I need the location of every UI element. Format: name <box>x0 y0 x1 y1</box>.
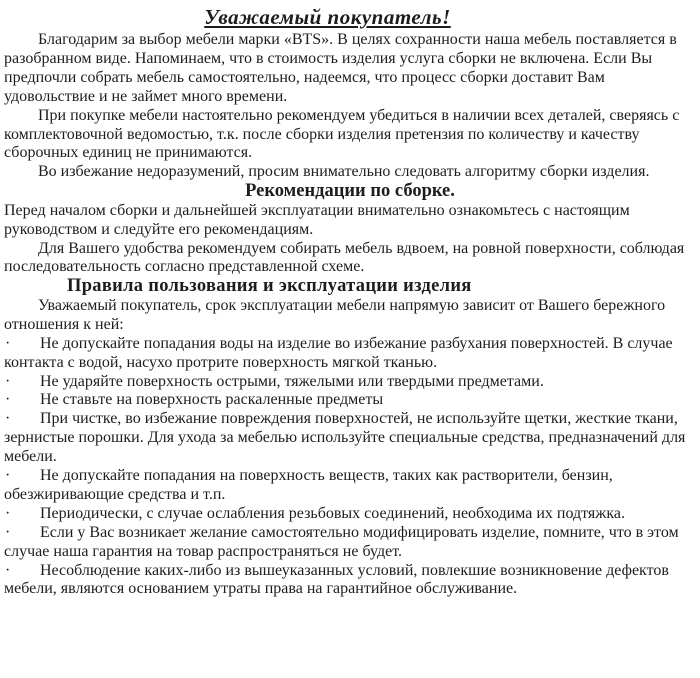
bullet-marker: · <box>5 391 11 409</box>
bullet-marker: · <box>5 504 11 522</box>
rule-item-7 <box>4 524 696 562</box>
bullet-marker: · <box>5 561 11 579</box>
rule-item-8 <box>4 562 696 600</box>
rule-text: Не ставьте на поверхность раскаленные предметы <box>40 391 384 409</box>
assembly-paragraph-1: Перед началом сборки и дальнейшей эксплуатации внимательно ознакомьтесь с настоящим руководством и следуйте его рекомендациям. <box>4 201 630 238</box>
rule-item-1 <box>4 335 696 373</box>
rule-text: Несоблюдение каких-либо из вышеуказанных условий, повлекшие возникновение дефектов мебели, являются основанием утраты права на гарантийное обслуживание. <box>4 561 669 598</box>
rule-text: Периодически, с случае ослабления резьбовых соединений, необходима их подтяжка. <box>40 504 625 522</box>
rule-text: Не допускайте попадания воды на изделие во избежание разбухания поверхностей. В случае контакта с водой, насухо протрите поверхность мягкой тканью. <box>4 334 673 371</box>
rule-item-2 <box>4 373 696 392</box>
bullet-marker: · <box>5 410 11 428</box>
rule-text: При чистке, во избежание повреждения поверхностей, не используйте щетки, жесткие ткани, зернистые порошки. Для ухода за мебелью используйте специальные средства, предназначений для мебели. <box>4 410 686 466</box>
section-heading-usage: Правила пользования и эксплуатации изделия <box>67 276 472 297</box>
rule-item-6 <box>4 505 696 524</box>
rule-text: Если у Вас возникает желание самостоятельно модифицировать изделие, помните, что в этом случае наша гарантия на товар распространяться не будет. <box>4 523 679 560</box>
rule-item-3 <box>4 391 696 410</box>
section-heading-assembly: Рекомендации по сборке. <box>245 181 455 202</box>
intro-paragraph-2: При покупке мебели настоятельно рекомендуем убедиться в наличии всех деталей, сверяясь с комплектовочной ведомостью, т.к. после сборки изделия претензия по количеству и качеству сборочных единиц не принимаются. <box>4 106 680 162</box>
bullet-marker: · <box>5 467 11 485</box>
rule-text: Не допускайте попадания на поверхность веществ, таких как растворители, бензин, обезжиривающие средства и т.п. <box>4 467 613 503</box>
bullet-marker: · <box>5 372 11 390</box>
rule-item-4 <box>4 410 696 467</box>
bullet-marker: · <box>5 334 11 352</box>
bullet-marker: · <box>5 523 11 541</box>
usage-intro-paragraph: Уважаемый покупатель, срок эксплуатации мебели напрямую зависит от Вашего бережного отношения к ней: <box>4 296 666 333</box>
intro-paragraph-3: Во избежание недоразумений, просим внимательно следовать алгоритму сборки изделия. <box>38 163 650 181</box>
assembly-paragraph-2: Для Вашего удобства рекомендуем собирать мебель вдвоем, на ровной поверхности, соблюдая последовательность согласно представленной схеме. <box>4 239 685 276</box>
intro-paragraph-1: Благодарим за выбор мебели марки «BTS». В целях сохранности наша мебель поставляется в разобранном виде. Напоминаем, что в стоимость изделия услуга сборки не включена. Если Вы предпочли собрать мебель самостоятельно, надеемся, что процесс сборки доставит Вам удовольствие и не займет много времени. <box>4 31 677 105</box>
page-title: Уважаемый покупатель! <box>204 5 451 29</box>
rule-text: Не ударяйте поверхность острыми, тяжелыми или твердыми предметами. <box>40 372 544 390</box>
rule-item-5 <box>4 467 696 505</box>
